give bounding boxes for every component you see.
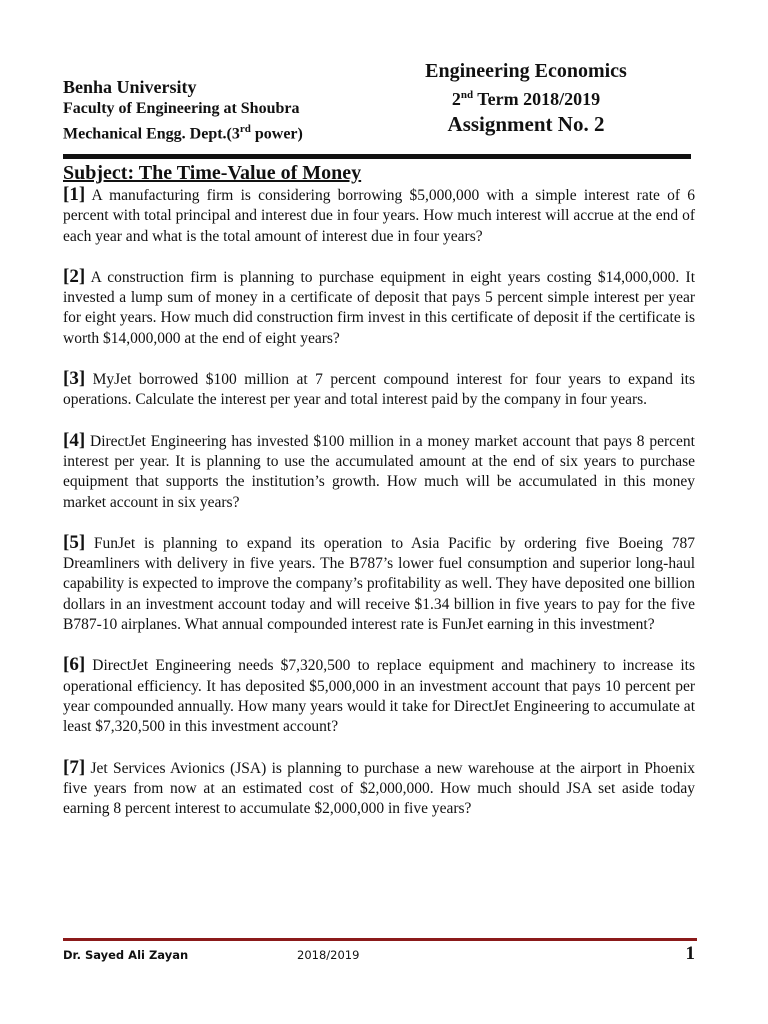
institution-block (63, 76, 303, 144)
question-5 (63, 533, 695, 635)
question-number: [5] (63, 531, 86, 553)
question-text: A manufacturing firm is considering borrowing $5,000,000 with a simple interest rate of 6 percent with total principal and interest due in four years. How much interest will accrue at the end of each year and what is the total amount of interest due in four years? (63, 187, 695, 245)
course-title: Engineering Economics (425, 60, 627, 82)
question-3 (63, 369, 695, 411)
question-number: [7] (63, 756, 86, 778)
question-text: MyJet borrowed $100 million at 7 percent compound interest for four years to expand its operations. Calculate the interest per year and total interest paid by the company in four years. (63, 371, 695, 409)
term-number: 2 (451, 89, 461, 109)
question-text: DirectJet Engineering has invested $100 million in a money market account that pays 8 percent interest per year. It is planning to use the accumulated amount at the end of six years to purchase equipment that supports the institution’s growth. How much will be accumulated in this money market account in six years? (63, 432, 695, 511)
footer-year: 2018/2019 (297, 948, 360, 962)
question-number: [1] (63, 184, 86, 205)
header-divider (63, 154, 691, 159)
question-number: [4] (63, 429, 86, 451)
question-6 (63, 655, 695, 737)
subject-heading: Subject: The Time-Value of Money (63, 162, 362, 184)
question-7 (63, 758, 695, 820)
question-text: Jet Services Avionics (JSA) is planning to purchase a new warehouse at the airport in Phoenix five years from now at an estimated cost of $2,000,000. How much should JSA set aside today earning 8 percent interest to accumulate $2,000,000 in five years? (63, 759, 695, 818)
term-line (406, 84, 646, 111)
term-suffix: Term 2018/2019 (473, 89, 601, 109)
question-2 (63, 267, 695, 349)
page-number: 1 (685, 943, 695, 964)
question-number: [6] (63, 654, 86, 676)
question-text: DirectJet Engineering needs $7,320,500 to replace equipment and machinery to increase its operational efficiency. It has deposited $5,000,000 in an investment account that pays 10 percent per year compounded annually. How many years would it take for DirectJet Engineering to accumulate at least $7,320,500 in this investment account? (63, 657, 695, 736)
course-block (406, 58, 646, 138)
university-name: Benha University (63, 77, 197, 97)
department-suffix: power) (250, 125, 303, 143)
question-text: A construction firm is planning to purchase equipment in eight years costing $14,000,000. It invested a lump sum of money in a certificate of deposit that pays 5 percent simple interest per year for eight years. How much did construction firm invest in this certificate of deposit if the certificate is worth $14,000,000 at the end of eight years? (63, 268, 695, 347)
question-number: [2] (63, 265, 86, 287)
question-number: [3] (63, 368, 86, 390)
question-text: FunJet is planning to expand its operation to Asia Pacific by ordering five Boeing 787 Dreamliners with delivery in five years. The B787’s lower fuel consumption and superior long-haul capability is expected to improve the company’s profitability as well. They have deposited one billion dollars in an investment account today and will receive $1.34 billion in five years to pay for the five B787-10 airplanes. What annual compounded interest rate is FunJet earning in this investment? (63, 534, 695, 634)
department-superscript: rd (239, 123, 251, 135)
department-prefix: Mechanical Engg. Dept.(3 (63, 125, 240, 143)
term-superscript: nd (460, 89, 474, 101)
page-footer (63, 943, 695, 968)
footer-author: Dr. Sayed Ali Zayan (63, 948, 189, 962)
questions-list (63, 185, 695, 839)
question-1 (63, 185, 695, 247)
footer-divider (63, 938, 697, 941)
faculty-name: Faculty of Engineering at Shoubra (63, 100, 300, 117)
question-4 (63, 431, 695, 513)
department-name (63, 119, 303, 144)
assignment-title: Assignment No. 2 (447, 112, 605, 136)
